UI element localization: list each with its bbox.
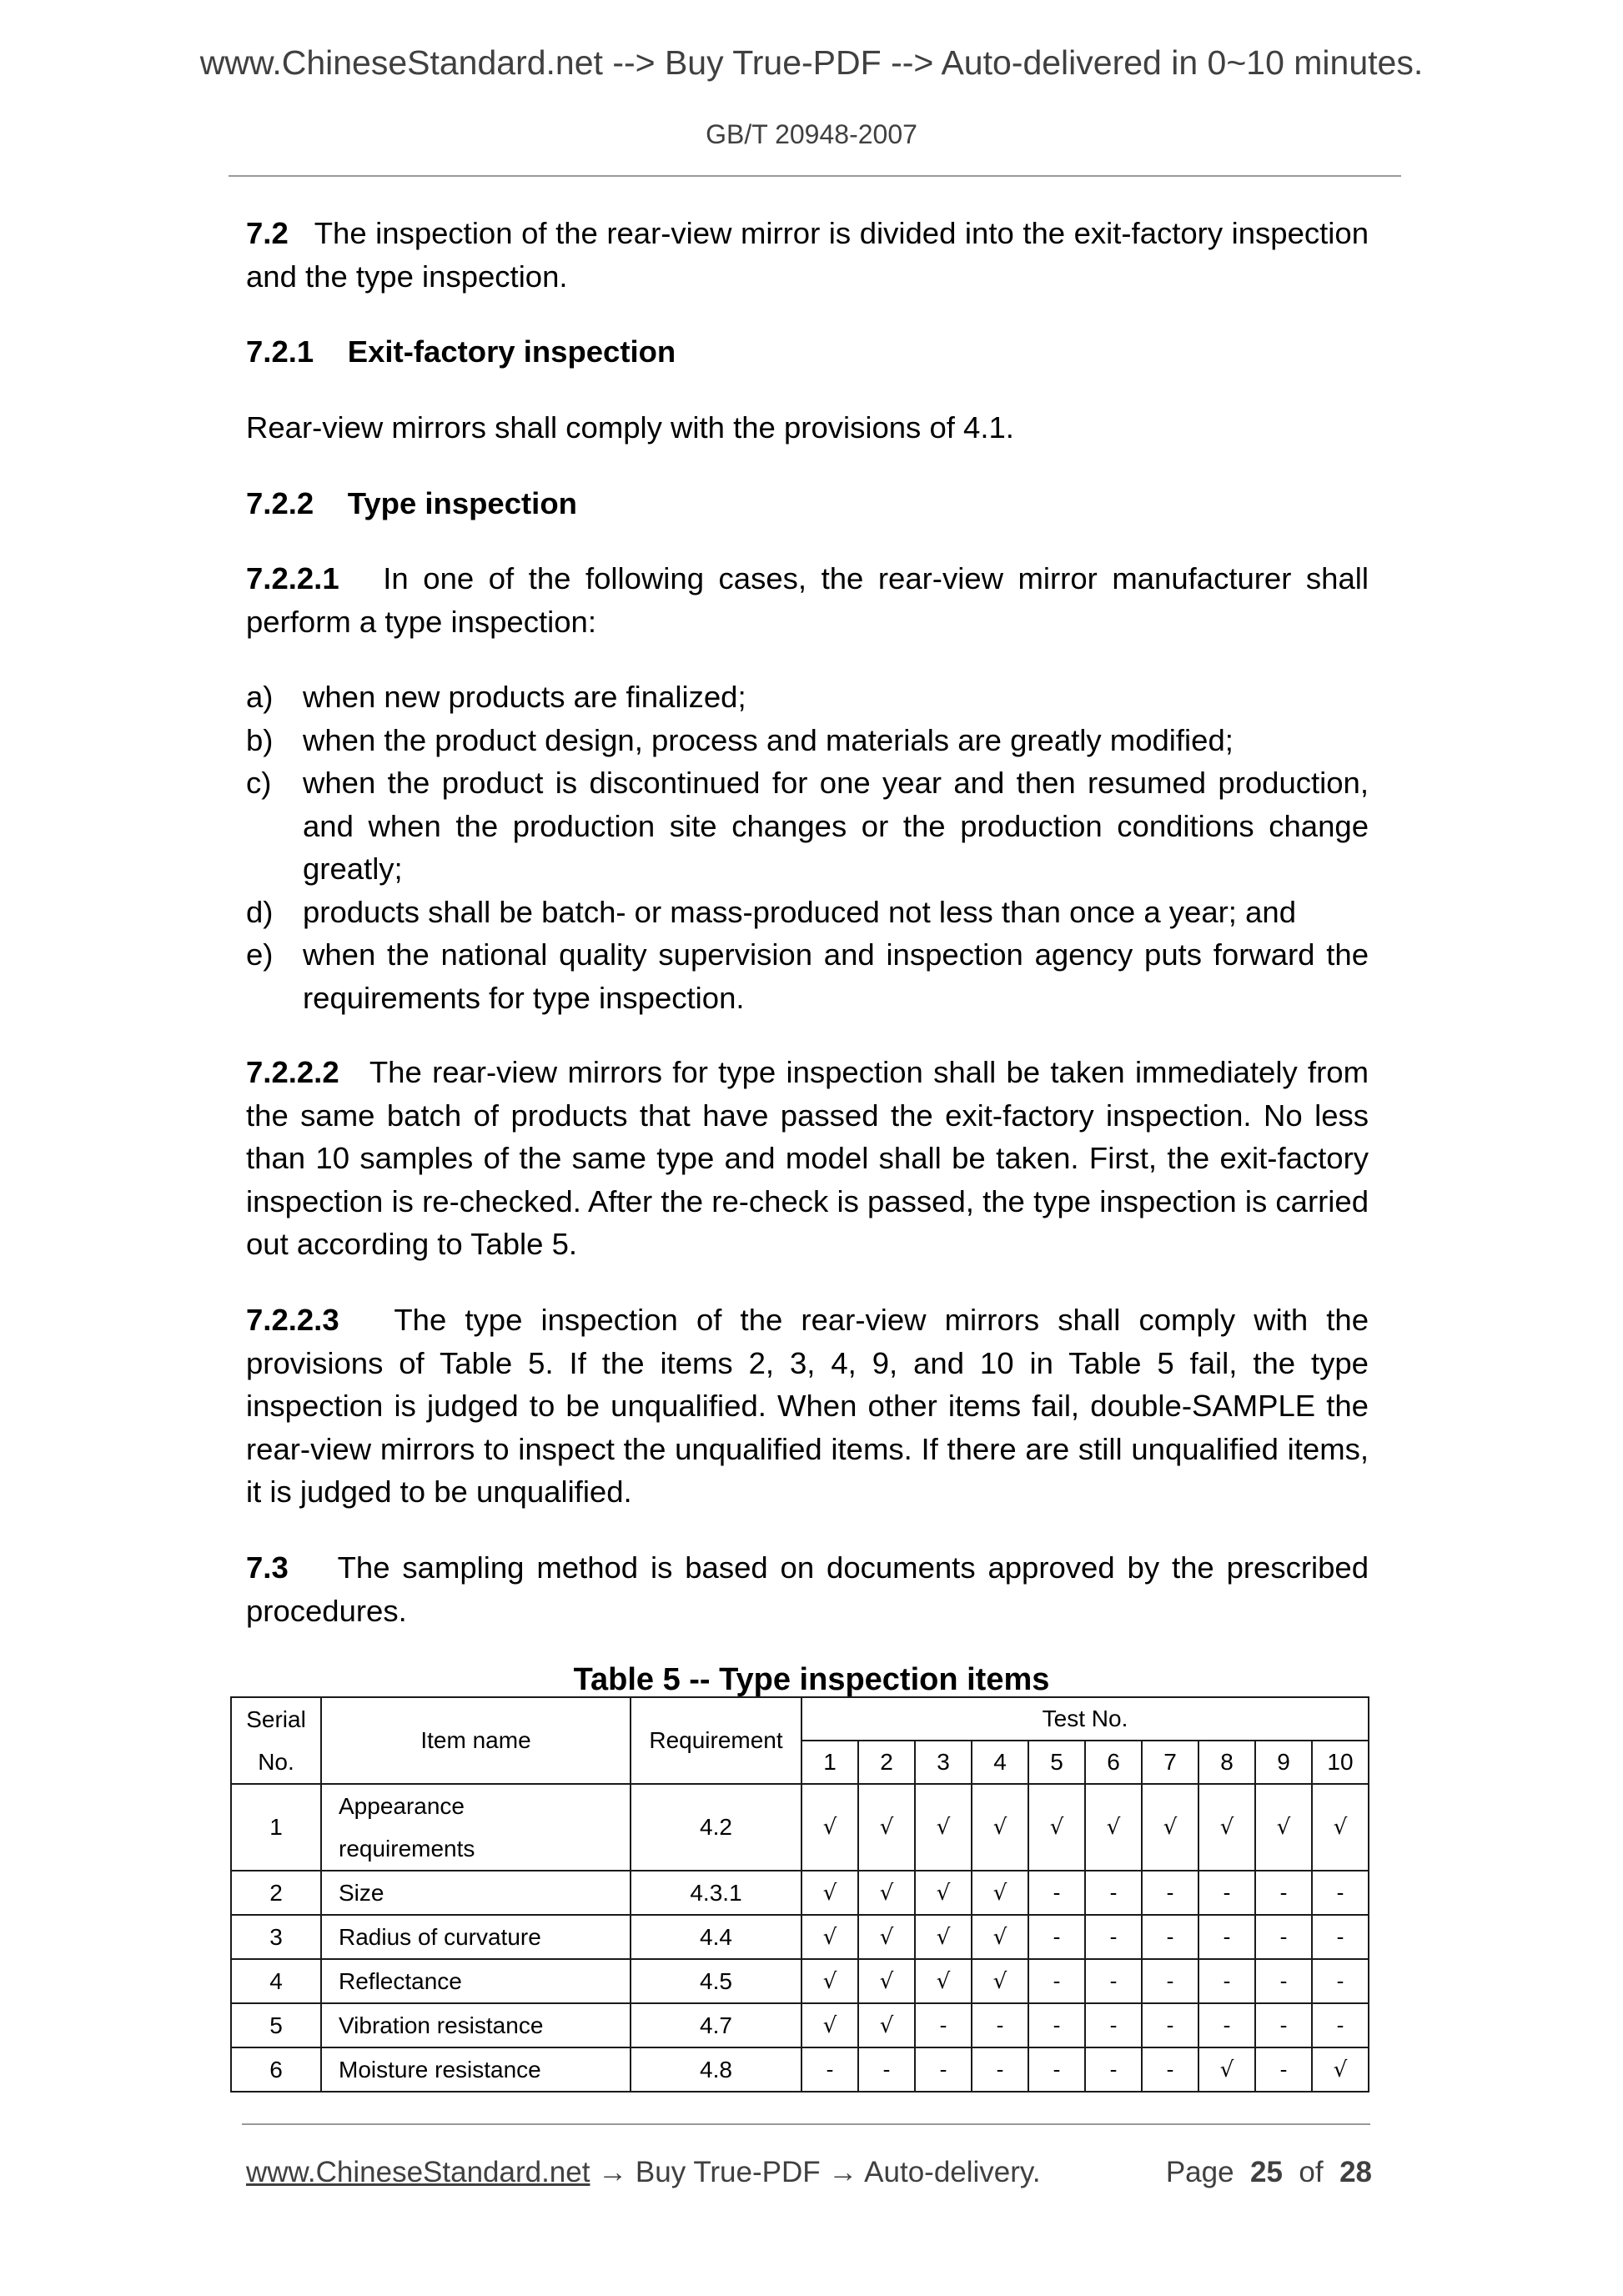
case-list <box>246 676 1369 1019</box>
dash-cell: - <box>1085 1915 1142 1959</box>
check-mark-cell: √ <box>972 1915 1028 1959</box>
dash-cell: - <box>1085 1959 1142 2003</box>
section-number: 7.2.2.3 <box>246 1303 339 1337</box>
list-text: when the product design, process and materials are greatly modified; <box>303 722 1234 757</box>
list-marker: e) <box>246 937 274 972</box>
dash-cell: - <box>1312 1959 1369 2003</box>
section-text: The rear-view mirrors for type inspection shall be taken immediately from the same batch of products that have passed the exit-factory inspection. No less than 10 samples of the same type and model shall be taken. First, the exit-factory inspection is re-checked. After the re-check is passed, the type inspection is carried out according to Table 5. <box>246 1055 1369 1261</box>
section-number: 7.2 <box>246 216 289 250</box>
dash-cell: - <box>1198 1871 1255 1915</box>
dash-cell: - <box>1312 2003 1369 2047</box>
header-serial-no <box>231 1697 321 1784</box>
page-total: 28 <box>1339 2156 1372 2188</box>
cell-item-name: Vibration resistance <box>321 2003 631 2047</box>
section-text: In one of the following cases, the rear-view mirror manufacturer shall perform a type inspection: <box>246 561 1369 639</box>
check-mark-cell: √ <box>1255 1784 1312 1871</box>
list-text: products shall be batch- or mass-produced not less than once a year; and <box>303 894 1296 929</box>
header-test-col: 4 <box>972 1741 1028 1784</box>
dash-cell: - <box>1255 1959 1312 2003</box>
header-test-col: 7 <box>1142 1741 1198 1784</box>
cell-serial: 3 <box>231 1915 321 1959</box>
cell-serial: 6 <box>231 2047 321 2092</box>
check-mark-cell: √ <box>858 1784 915 1871</box>
cell-item-name: Radius of curvature <box>321 1915 631 1959</box>
dash-cell: - <box>1255 1871 1312 1915</box>
header-serial-line1: Serial <box>246 1706 306 1732</box>
section-number: 7.2.2.2 <box>246 1055 339 1089</box>
list-text: when the product is discontinued for one year and then resumed production, and when the production site changes or the production conditions change greatly; <box>303 766 1369 886</box>
dash-cell: - <box>972 2047 1028 2092</box>
top-banner: www.ChineseStandard.net --> Buy True-PDF --> Auto-delivered in 0~10 minutes. <box>199 43 1424 82</box>
dash-cell: - <box>1255 2003 1312 2047</box>
dash-cell: - <box>1028 2047 1085 2092</box>
cell-item-name <box>321 1784 631 1871</box>
check-mark-cell: √ <box>801 1784 858 1871</box>
header-item-name: Item name <box>321 1697 631 1784</box>
footer-link[interactable]: www.ChineseStandard.net <box>246 2156 590 2188</box>
type-inspection-table <box>230 1696 1369 2093</box>
section-7-2-2-heading <box>246 482 1369 525</box>
check-mark-cell: √ <box>1312 2047 1369 2092</box>
list-text: when the national quality supervision and inspection agency puts forward the requirements for type inspection. <box>303 937 1369 1015</box>
page-label: Page <box>1165 2156 1234 2188</box>
table-header-row <box>231 1697 1369 1741</box>
dash-cell: - <box>1142 2003 1198 2047</box>
check-mark-cell: √ <box>1198 2047 1255 2092</box>
dash-cell: - <box>858 2047 915 2092</box>
header-test-no: Test No. <box>801 1697 1369 1741</box>
dash-cell: - <box>915 2047 972 2092</box>
section-7-2 <box>246 212 1369 298</box>
dash-cell: - <box>1198 1959 1255 2003</box>
dash-cell: - <box>1142 1915 1198 1959</box>
header-serial-line2: No. <box>258 1749 294 1775</box>
check-mark-cell: √ <box>1198 1784 1255 1871</box>
list-marker: c) <box>246 766 272 800</box>
header-test-col: 9 <box>1255 1741 1312 1784</box>
check-mark-cell: √ <box>915 1915 972 1959</box>
header-test-col: 2 <box>858 1741 915 1784</box>
list-marker: d) <box>246 894 274 929</box>
table-title: Table 5 -- Type inspection items <box>573 1662 1050 1697</box>
footer <box>246 2156 1372 2189</box>
dash-cell: - <box>1142 1959 1198 2003</box>
section-7-2-1-text <box>246 406 1369 450</box>
dash-cell: - <box>1142 2047 1198 2092</box>
check-mark-cell: √ <box>915 1784 972 1871</box>
item-name-line1: Appearance <box>339 1793 465 1819</box>
check-mark-cell: √ <box>858 1959 915 2003</box>
cell-requirement: 4.8 <box>631 2047 801 2092</box>
cell-serial: 2 <box>231 1871 321 1915</box>
dash-cell: - <box>801 2047 858 2092</box>
list-item <box>246 933 1369 1019</box>
cell-requirement: 4.2 <box>631 1784 801 1871</box>
section-7-2-2-2 <box>246 1051 1369 1266</box>
dash-cell: - <box>1198 1915 1255 1959</box>
cell-serial: 1 <box>231 1784 321 1871</box>
dash-cell: - <box>1085 2003 1142 2047</box>
check-mark-cell: √ <box>1085 1784 1142 1871</box>
header-test-col: 6 <box>1085 1741 1142 1784</box>
section-7-2-2-3 <box>246 1299 1369 1514</box>
dash-cell: - <box>1142 1871 1198 1915</box>
check-mark-cell: √ <box>858 1915 915 1959</box>
check-mark-cell: √ <box>1142 1784 1198 1871</box>
list-item <box>246 676 1369 719</box>
dash-cell: - <box>1028 1871 1085 1915</box>
dash-cell: - <box>1028 1959 1085 2003</box>
table-row <box>231 1784 1369 1871</box>
section-7-2-1-heading <box>246 330 1369 374</box>
section-title: Type inspection <box>347 486 577 520</box>
header-test-col: 10 <box>1312 1741 1369 1784</box>
header-test-col: 3 <box>915 1741 972 1784</box>
check-mark-cell: √ <box>972 1784 1028 1871</box>
dash-cell: - <box>1198 2003 1255 2047</box>
table-row <box>231 1915 1369 1959</box>
section-text: The inspection of the rear-view mirror is divided into the exit-factory inspection and the type inspection. <box>246 216 1369 294</box>
page-of-label: of <box>1299 2156 1324 2188</box>
dash-cell: - <box>915 2003 972 2047</box>
footer-text: → Buy True-PDF → Auto-delivery. <box>590 2156 1041 2188</box>
cell-item-name: Size <box>321 1871 631 1915</box>
cell-serial: 4 <box>231 1959 321 2003</box>
section-text: Rear-view mirrors shall comply with the provisions of 4.1. <box>246 410 1014 445</box>
dash-cell: - <box>1312 1871 1369 1915</box>
table-row <box>231 1871 1369 1915</box>
list-item <box>246 719 1369 762</box>
table-row <box>231 2003 1369 2047</box>
page-indicator <box>1166 2156 1372 2189</box>
dash-cell: - <box>1028 1915 1085 1959</box>
dash-cell: - <box>1085 2047 1142 2092</box>
dash-cell: - <box>1312 1915 1369 1959</box>
list-item <box>246 891 1369 934</box>
section-number: 7.2.1 <box>246 334 314 369</box>
table-row <box>231 1959 1369 2003</box>
cell-requirement: 4.3.1 <box>631 1871 801 1915</box>
cell-requirement: 4.5 <box>631 1959 801 2003</box>
list-marker: a) <box>246 680 274 714</box>
check-mark-cell: √ <box>801 2003 858 2047</box>
footer-divider <box>242 2123 1370 2125</box>
list-marker: b) <box>246 722 274 757</box>
document-code: GB/T 20948-2007 <box>706 119 917 149</box>
check-mark-cell: √ <box>801 1959 858 2003</box>
list-text: when new products are finalized; <box>303 680 746 714</box>
list-item <box>246 761 1369 891</box>
cell-item-name: Reflectance <box>321 1959 631 2003</box>
check-mark-cell: √ <box>858 2003 915 2047</box>
header-requirement: Requirement <box>631 1697 801 1784</box>
cell-requirement: 4.4 <box>631 1915 801 1959</box>
header-test-col: 1 <box>801 1741 858 1784</box>
item-name-line2: requirements <box>339 1836 475 1861</box>
check-mark-cell: √ <box>801 1915 858 1959</box>
dash-cell: - <box>1255 2047 1312 2092</box>
section-title: Exit-factory inspection <box>347 334 676 369</box>
header-divider <box>229 175 1401 177</box>
check-mark-cell: √ <box>858 1871 915 1915</box>
section-number: 7.2.2.1 <box>246 561 339 595</box>
section-number: 7.2.2 <box>246 486 314 520</box>
dash-cell: - <box>1028 2003 1085 2047</box>
section-number: 7.3 <box>246 1550 289 1585</box>
header-test-col: 5 <box>1028 1741 1085 1784</box>
check-mark-cell: √ <box>915 1959 972 2003</box>
check-mark-cell: √ <box>972 1959 1028 2003</box>
cell-item-name: Moisture resistance <box>321 2047 631 2092</box>
check-mark-cell: √ <box>972 1871 1028 1915</box>
header-test-col: 8 <box>1198 1741 1255 1784</box>
dash-cell: - <box>1255 1915 1312 1959</box>
table-row <box>231 2047 1369 2092</box>
section-text: The sampling method is based on documents approved by the prescribed procedures. <box>246 1550 1369 1628</box>
dash-cell: - <box>1085 1871 1142 1915</box>
dash-cell: - <box>972 2003 1028 2047</box>
cell-serial: 5 <box>231 2003 321 2047</box>
cell-requirement: 4.7 <box>631 2003 801 2047</box>
section-text: The type inspection of the rear-view mirrors shall comply with the provisions of Table 5. If the items 2, 3, 4, 9, and 10 in Table 5 fail, the type inspection is judged to be unqualified. When other items fail, double-SAMPLE the rear-view mirrors to inspect the unqualified items. If there are still unqualified items, it is judged to be unqualified. <box>246 1303 1369 1509</box>
section-7-3 <box>246 1546 1369 1632</box>
page-current: 25 <box>1250 2156 1283 2188</box>
check-mark-cell: √ <box>801 1871 858 1915</box>
section-7-2-2-1 <box>246 557 1369 643</box>
check-mark-cell: √ <box>1028 1784 1085 1871</box>
check-mark-cell: √ <box>915 1871 972 1915</box>
check-mark-cell: √ <box>1312 1784 1369 1871</box>
